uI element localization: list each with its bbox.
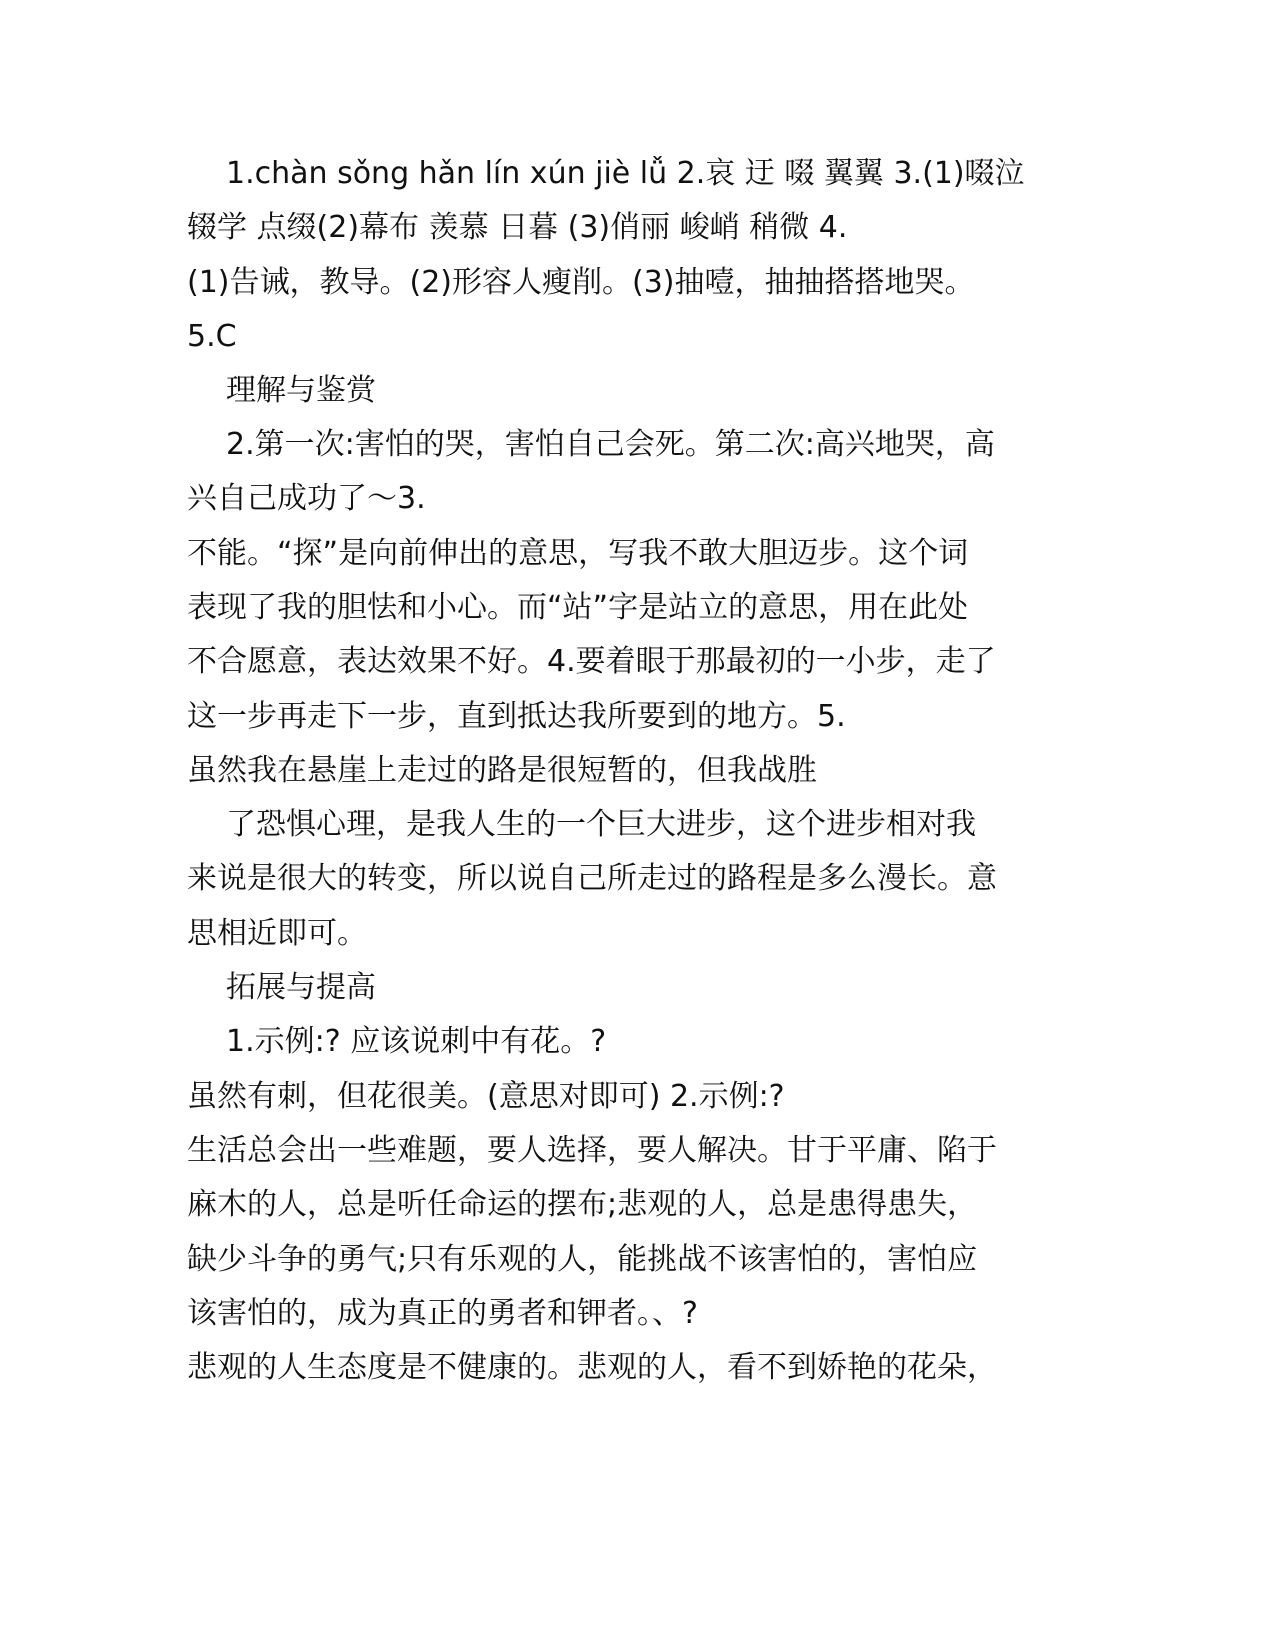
text-line: (1)告诫，教导。(2)形容人瘦削。(3)抽噎，抽抽搭搭地哭。 [187, 265, 975, 300]
text-line: 该害怕的，成为真正的勇者和钾者。、? [187, 1296, 698, 1331]
text-line: 2.第一次:害怕的哭，害怕自己会死。第二次:高兴地哭，高 [226, 427, 995, 462]
section-heading: 理解与鉴赏 [226, 373, 376, 408]
text-line: 1.示例:? 应该说刺中有花。? [226, 1024, 607, 1059]
text-line: 了恐惧心理，是我人生的一个巨大进步，这个进步相对我 [226, 807, 976, 842]
text-line: 缺少斗争的勇气;只有乐观的人，能挑战不该害怕的，害怕应 [187, 1242, 978, 1277]
text-line: 不能。“探”是向前伸出的意思，写我不敢大胆迈步。这个词 [187, 536, 969, 571]
text-line: 辍学 点缀(2)幕布 羡慕 日暮 (3)俏丽 峻峭 稍微 4. [187, 210, 848, 245]
text-line: 虽然有刺，但花很美。(意思对即可) 2.示例:? [187, 1079, 785, 1114]
text-line: 思相近即可。 [187, 916, 367, 951]
section-heading: 拓展与提高 [226, 970, 376, 1005]
text-line: 麻木的人，总是听任命运的摆布;悲观的人，总是患得患失， [187, 1187, 978, 1222]
text-line: 兴自己成功了～3. [187, 481, 426, 516]
text-line: 悲观的人生态度是不健康的。悲观的人，看不到娇艳的花朵， [187, 1350, 997, 1385]
text-line: 5.C [187, 319, 237, 354]
text-line: 表现了我的胆怯和小心。而“站”字是站立的意思，用在此处 [187, 590, 969, 625]
text-line: 来说是很大的转变，所以说自己所走过的路程是多么漫长。意 [187, 861, 997, 896]
text-line: 1.chàn sǒng hǎn lín xún jiè lǚ 2.哀 迂 啜 翼翼 3.(1)啜泣 [226, 156, 1025, 191]
text-line: 不合愿意，表达效果不好。4.要着眼于那最初的一小步，走了 [187, 644, 996, 679]
text-line: 生活总会出一些难题，要人选择，要人解决。甘于平庸、陷于 [187, 1133, 997, 1168]
text-line: 虽然我在悬崖上走过的路是很短暂的，但我战胜 [187, 753, 817, 788]
text-line: 这一步再走下一步，直到抵达我所要到的地方。5. [187, 699, 846, 734]
